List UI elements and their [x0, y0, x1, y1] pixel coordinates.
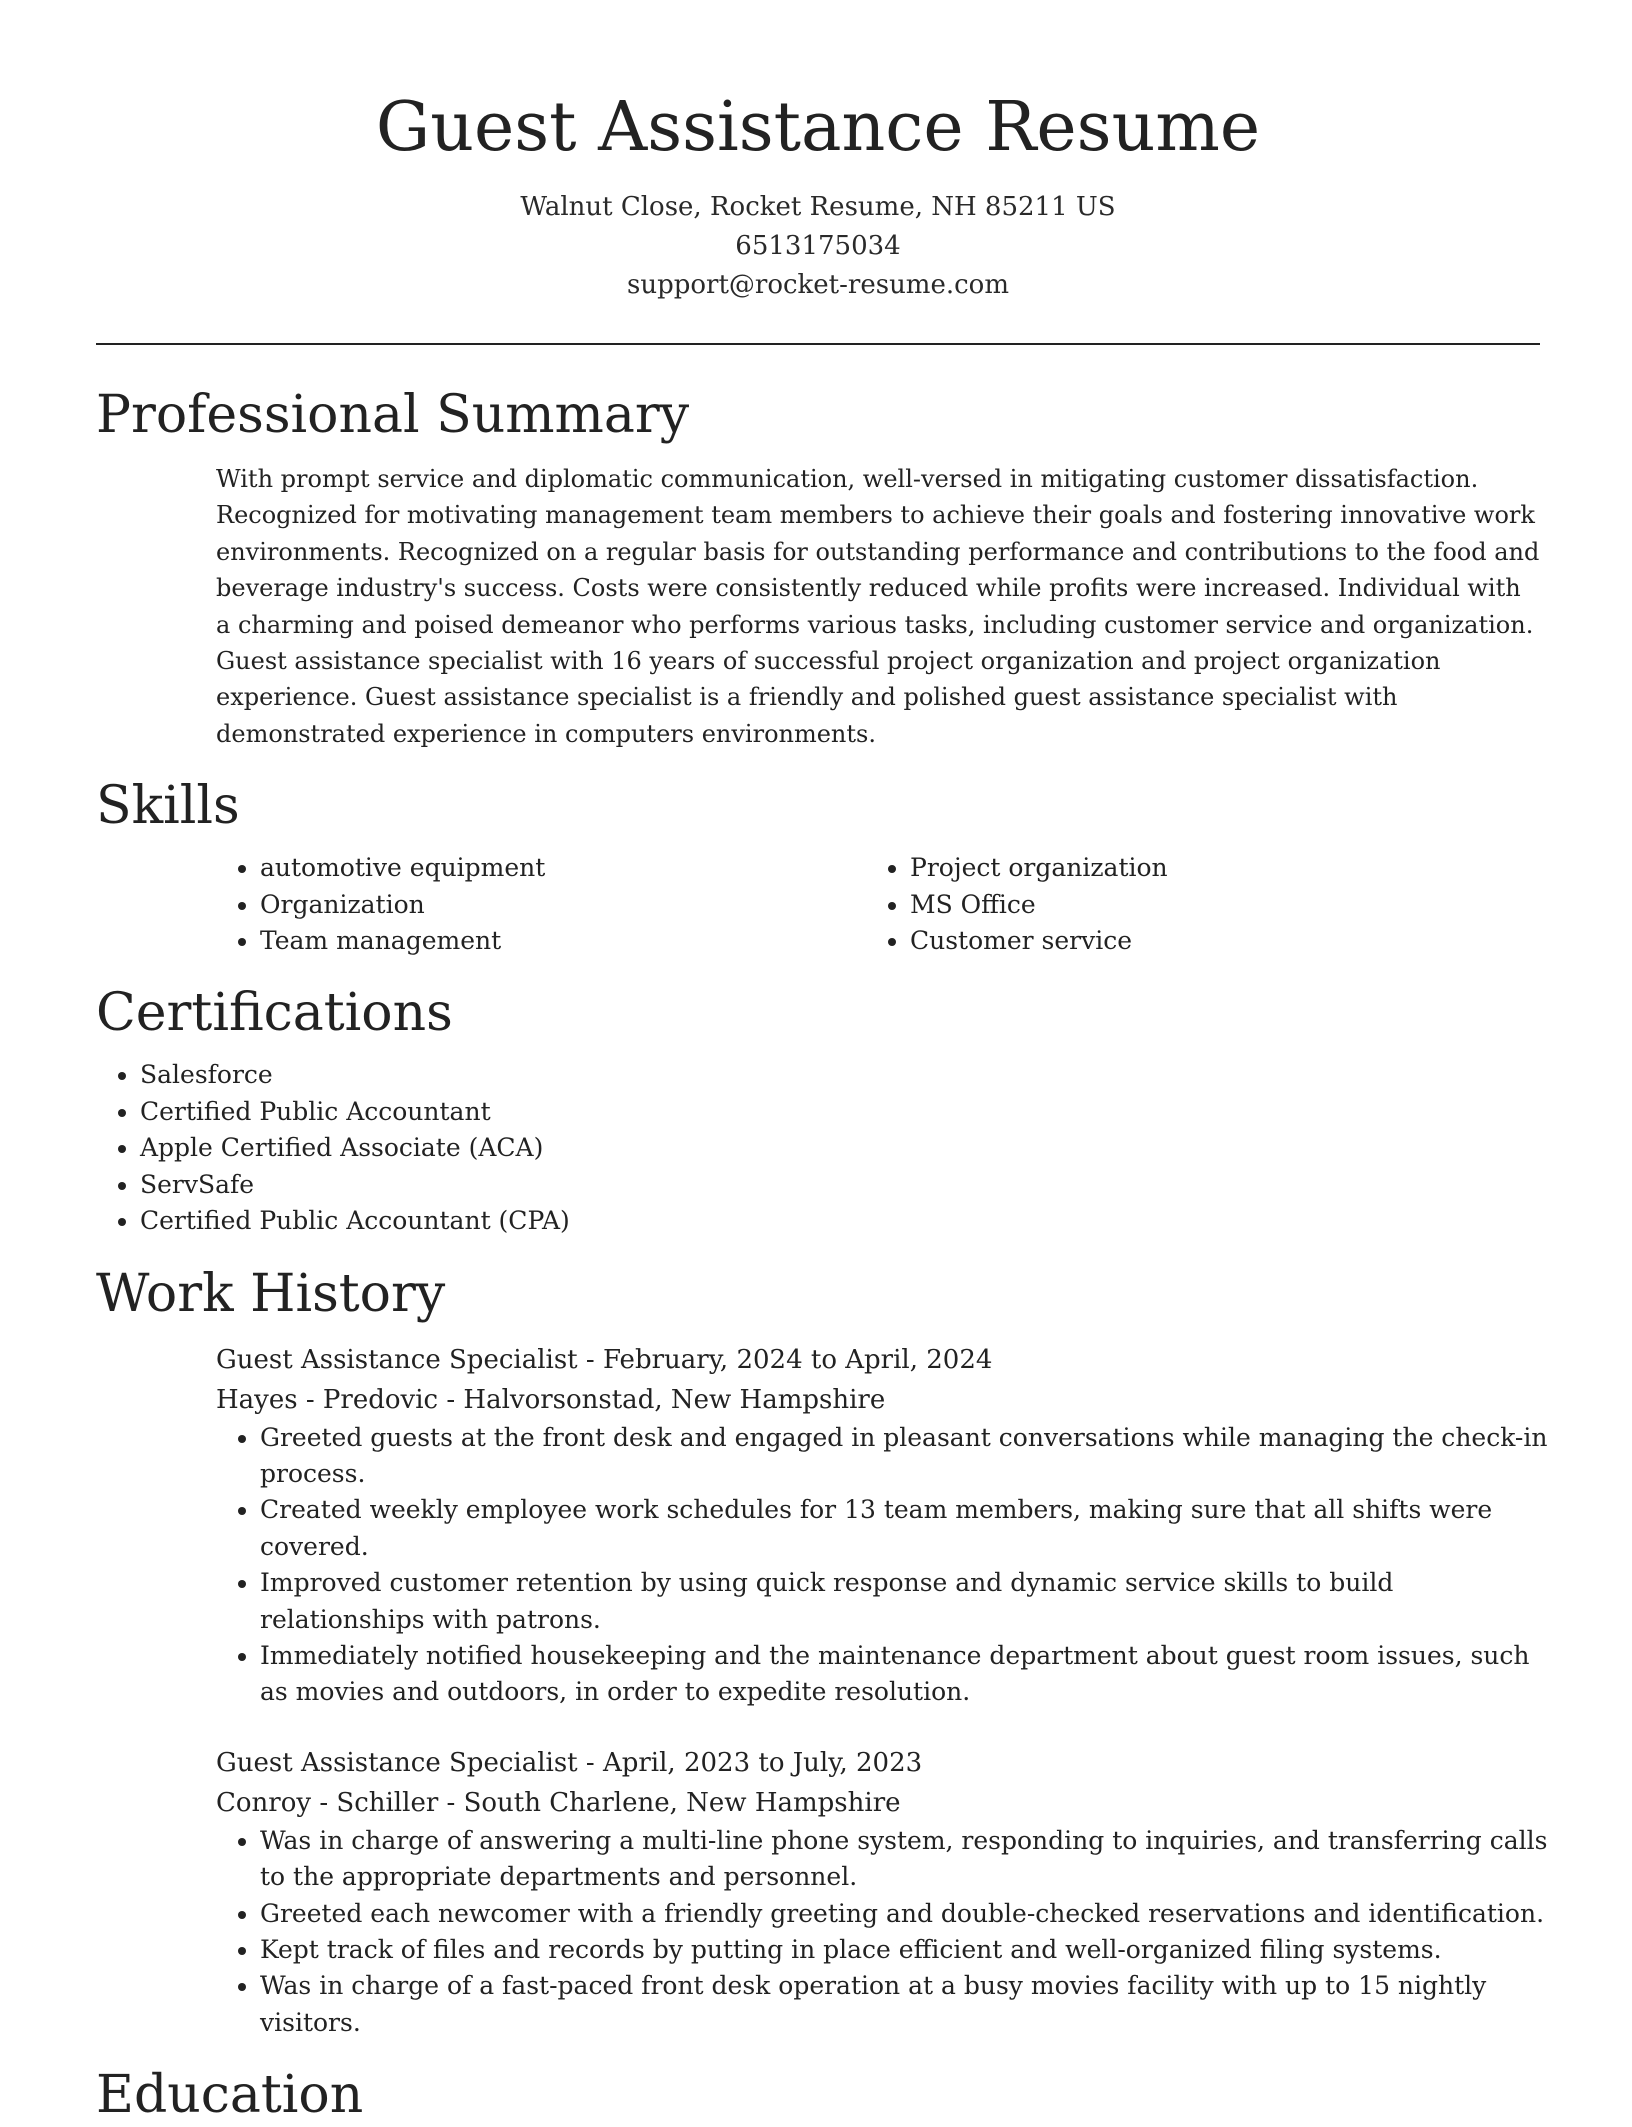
job-bullet: • Greeted guests at the front desk and engaged in pleasant conversations while managing the check-in process.: [260, 1420, 1560, 1493]
job-bullet: • Was in charge of answering a multi-line phone system, responding to inquiries, and transferring calls to the appropriate departments and personnel.: [260, 1823, 1560, 1896]
skill-item: • Organization: [260, 887, 866, 923]
skills-heading: Skills: [96, 776, 240, 837]
contact-block: [96, 188, 1540, 305]
job-title-line: Guest Assistance Specialist - February, 2024 to April, 2024: [216, 1344, 993, 1375]
email-line: support@rocket-resume.com: [626, 270, 1009, 300]
education-section: [96, 2063, 1540, 2127]
summary-section: [96, 383, 1540, 752]
certifications-list: [96, 1057, 1540, 1239]
skill-item: • Project organization: [910, 850, 1516, 886]
skills-list-left: [216, 850, 866, 959]
certification-item: • Certified Public Accountant: [140, 1094, 1540, 1130]
certifications-heading: Certifications: [96, 983, 453, 1044]
certification-item: • Salesforce: [140, 1057, 1540, 1093]
certification-item: • Apple Certified Associate (ACA): [140, 1130, 1540, 1166]
job-entry: [216, 1743, 1548, 2041]
certifications-section: [96, 981, 1540, 1239]
phone-line: 6513175034: [735, 231, 901, 261]
skills-grid: [216, 850, 1540, 959]
certification-item: • Certified Public Accountant (CPA): [140, 1203, 1540, 1239]
job-employer-line: Conroy - Schiller - South Charlene, New Hampshire: [216, 1787, 901, 1818]
summary-heading: Professional Summary: [96, 385, 690, 445]
job-bullet: • Immediately notified housekeeping and the maintenance department about guest room issues, such as movies and outdoors, in order to expedite resolution.: [260, 1638, 1560, 1711]
work-history-heading: Work History: [96, 1263, 446, 1324]
skills-section: [96, 774, 1540, 959]
job-bullet-list: [216, 1823, 1560, 2041]
certification-item: • ServSafe: [140, 1167, 1540, 1203]
summary-text: With prompt service and diplomatic communication, well-versed in mitigating customer dissatisfaction. Recognized for motivating management team members to achieve their goals and fostering innovative work environments. Recognized on a regular basis for outstanding performance and contributions to the food and beverage industry's success. Costs were consistently reduced while profits were increased. Individual with a charming and poised demeanor who performs various tasks, including customer service and organization. Guest assistance specialist with 16 years of successful project organization and project organization experience. Guest assistance specialist is a friendly and polished guest assistance specialist with demonstrated experience in computers environments.: [216, 465, 1540, 748]
job-bullet: • Was in charge of a fast-paced front desk operation at a busy movies facility with up to 15 nightly visitors.: [260, 1968, 1560, 2041]
job-bullet: • Improved customer retention by using quick response and dynamic service skills to build relationships with patrons.: [260, 1565, 1560, 1638]
job-bullet: • Created weekly employee work schedules for 13 team members, making sure that all shifts were covered.: [260, 1492, 1560, 1565]
skills-list-right: [866, 850, 1516, 959]
education-heading: Education: [96, 2065, 364, 2126]
skills-column-right: [866, 850, 1516, 959]
skill-item: • automotive equipment: [260, 850, 866, 886]
job-bullet: • Greeted each newcomer with a friendly greeting and double-checked reservations and identification.: [260, 1896, 1560, 1932]
resume-title: Guest Assistance Resume: [375, 88, 1261, 167]
job-employer-line: Hayes - Predovic - Halvorsonstad, New Hampshire: [216, 1384, 886, 1415]
skill-item: • Team management: [260, 923, 866, 959]
resume-header: [96, 0, 1540, 305]
resume-page: [96, 0, 1548, 2127]
job-entry: [216, 1340, 1548, 1711]
address-line: Walnut Close, Rocket Resume, NH 85211 US: [520, 192, 1116, 222]
work-history-section: [96, 1262, 1548, 2042]
job-bullet: • Kept track of files and records by putting in place efficient and well-organized filing systems.: [260, 1932, 1560, 1968]
job-title-line: Guest Assistance Specialist - April, 2023 to July, 2023: [216, 1747, 923, 1778]
job-bullet-list: [216, 1420, 1560, 1711]
skill-item: • Customer service: [910, 923, 1516, 959]
header-divider: [96, 343, 1540, 345]
skill-item: • MS Office: [910, 887, 1516, 923]
skills-column-left: [216, 850, 866, 959]
